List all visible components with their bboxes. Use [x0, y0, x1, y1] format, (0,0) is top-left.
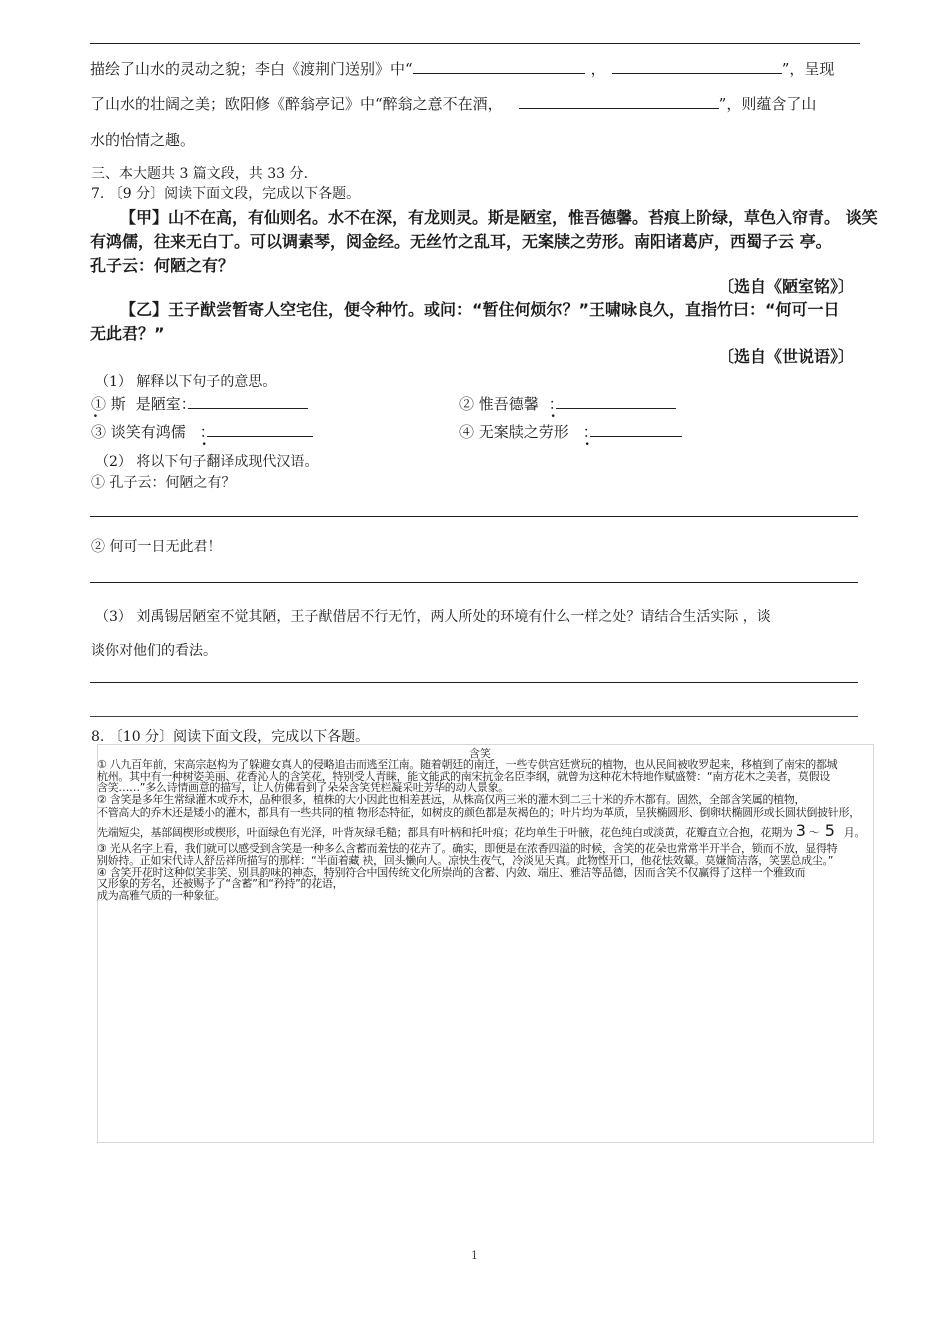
- translate-item-1: ① 孔子云：何陋之有？: [91, 475, 236, 491]
- paragraph-4: [97, 867, 877, 902]
- colon: ：: [180, 395, 196, 413]
- answer-blank[interactable]: [612, 59, 782, 74]
- q8-heading: 8. 〔10 分〕阅读下面文段，完成以下各题。: [91, 729, 370, 745]
- q7-passage-jia: [90, 206, 878, 278]
- answer-blank[interactable]: [207, 422, 313, 437]
- passage-line: ③ 光从名字上看，我们就可以感受到含笑是一种多么含蓄而羞怯的花卉了。确实，即便是在浓香四溢的时候，含笑的花朵也常常半开半合，锁而不放，显得特: [97, 842, 838, 856]
- paragraph-1: [97, 759, 877, 794]
- passage-line: ④ 含笑开花时这种似笑非笑、别具韵味的神态，特别符合中国传统文化所崇尚的含蓄、内敛、端庄、雅洁等品德，因而含笑不仅赢得了这样一个雅致而: [97, 865, 806, 879]
- passage-line: 又形象的芳名，还被赐予了“含蓄”和“矜持”的花语，: [97, 877, 344, 891]
- passage-line: 成为高雅气质的一种象征。: [97, 888, 226, 902]
- passage-title: 含笑: [469, 747, 491, 760]
- answer-blank[interactable]: [413, 59, 585, 74]
- month-suffix: 月。: [843, 826, 866, 840]
- top-rule: [90, 43, 860, 44]
- page-number: 1: [471, 1249, 478, 1262]
- paragraph-2: [97, 794, 877, 844]
- bloom-end-month: 5: [824, 821, 835, 841]
- explain-item-4: [459, 421, 682, 442]
- answer-line[interactable]: [90, 582, 858, 583]
- section-heading: 三、本大题共 3 篇文段，共 33 分.: [91, 166, 308, 182]
- answer-line[interactable]: [90, 716, 858, 717]
- sub3-line: （3） 刘禹锡居陋室不觉其陋，王子猷借居不行无竹，两人所处的环境有什么一样之处？请结合生活实际 ，谈: [95, 609, 771, 625]
- top-line-1-text-b: ”，呈现: [781, 60, 835, 78]
- answer-line[interactable]: [90, 682, 858, 683]
- top-line-2-text-b: ”，则蕴含了山: [718, 95, 817, 113]
- top-line-1: [90, 58, 834, 79]
- top-line-2-text-a: 了山水的壮阔之美；欧阳修《醉翁亭记》中“醉翁之意不在酒，: [90, 95, 503, 113]
- paragraph-3: [97, 843, 877, 866]
- top-line-1-text-a: 描绘了山水的灵动之貌；李白《渡荆门送别》中“: [90, 60, 413, 78]
- item-2-text: ② 惟吾德馨: [459, 395, 539, 413]
- q7-passage-yi: [90, 298, 870, 346]
- q7-heading: 7. 〔9 分〕阅读下面文段，完成以下各题。: [91, 186, 361, 202]
- yi-line: 【乙】王子猷尝暂寄人空宅住，便令种竹。或问：“暂住何烦尔？”王啸咏良久，直指竹曰：“何可一日: [120, 300, 840, 319]
- q7-sub1: （1） 解释以下句子的意思。: [95, 374, 277, 390]
- colon: ： .: [549, 395, 564, 413]
- passage-line: ② 含笑是多年生常绿灌木或乔木，品种很多，植株的大小因此也相差甚远，从株高仅两三米的灌木到二三十米的乔木都有。固然，全部含笑属的植物，: [97, 792, 806, 806]
- q7-sub2: （2） 将以下句子翻译成现代汉语。: [95, 454, 319, 470]
- answer-blank[interactable]: [590, 422, 682, 437]
- explain-item-2: [459, 393, 676, 414]
- item-1-prefix: ① 斯 .: [91, 395, 126, 413]
- passage-text: [97, 759, 877, 901]
- passage-line: 别娇持。正如宋代诗人舒岳祥所描写的那样：“半面着藏 袂，回头懒向人。凉快生夜气，冷淡见天真。此物悭开口，他花怯效颦。莫嫌简洁落，笑罢总成尘。”: [97, 853, 834, 867]
- answer-blank[interactable]: [519, 94, 719, 109]
- translate-item-2: ② 何可一日无此君！: [91, 539, 222, 555]
- q7-sub3: [91, 600, 771, 668]
- yi-source: 〔选自《世说语》〕: [718, 347, 855, 366]
- colon: ： .: [583, 423, 598, 441]
- explain-item-3: [91, 421, 313, 442]
- top-line-1-comma: ，: [590, 60, 606, 78]
- passage-line: 不管高大的乔木还是矮小的灌木，都具有一些共同的植 物形态特征，如树皮的颜色都是灰褐色的；叶片均为革质，呈狭椭圆形、倒卵状椭圆形或长圆状倒披针形，: [97, 806, 860, 820]
- answer-line[interactable]: [90, 516, 858, 517]
- sub3-line: 谈你对他们的看法。: [91, 643, 217, 659]
- answer-blank[interactable]: [556, 394, 676, 409]
- item-1-rest: 是陋室: [135, 395, 181, 413]
- bloom-start-month: 3: [795, 821, 806, 841]
- colon: ： .: [200, 423, 215, 441]
- top-line-2: [90, 93, 816, 114]
- tilde: ～: [808, 826, 820, 840]
- item-3-text: ③ 谈笑有鸿儒: [91, 423, 186, 441]
- passage-line: 杭州。其中有一种树姿美丽、花香沁人的含笑花，特别受人青睐，能文能武的南宋抗金名臣李纲，就曾为这种花木特地作赋盛赞：“南方花木之美者，莫假设: [97, 769, 830, 783]
- item-4-text: ④ 无案牍之劳形: [459, 423, 569, 441]
- jia-line: 有鸿儒，往来无白丁。可以调素琴，阅金经。无丝竹之乱耳，无案牍之劳形。南阳诸葛庐，西蜀子云 亭。: [90, 232, 832, 251]
- jia-line: 【甲】山不在高，有仙则名。水不在深，有龙则灵。斯是陋室，惟吾德馨。苔痕上阶绿，草色入帘青。 谈笑: [120, 208, 878, 227]
- explain-item-1: [91, 393, 308, 414]
- passage-line: 先端短尖，基部阔楔形或楔形，叶面绿色有光泽，叶背灰绿毛糙；都具有叶柄和托叶痕；花均单生于叶腋，花色纯白或淡黄，花瓣直立合抱，花期为: [97, 826, 793, 840]
- passage-line: 含笑……”多么诗情画意的描写，让人仿佛看到了朵朵含笑凭栏凝采吐芳华的动人景象。: [97, 781, 509, 795]
- passage-line-last: [97, 821, 877, 843]
- jia-source: 〔选自《陋室铭》〕: [718, 277, 855, 296]
- yi-line: 无此君？”: [90, 324, 165, 343]
- answer-blank[interactable]: [188, 394, 308, 409]
- passage-line: ① 八九百年前，宋高宗赵构为了躲避女真人的侵略追击而逃至江南。随着朝廷的南迁，一些专供宫廷赏玩的植物，也从民间被收罗起来，移植到了南宋的都城: [97, 758, 838, 771]
- top-line-3: 水的怡情之趣。: [90, 131, 196, 149]
- jia-line: 孔子云：何陋之有？: [90, 256, 235, 275]
